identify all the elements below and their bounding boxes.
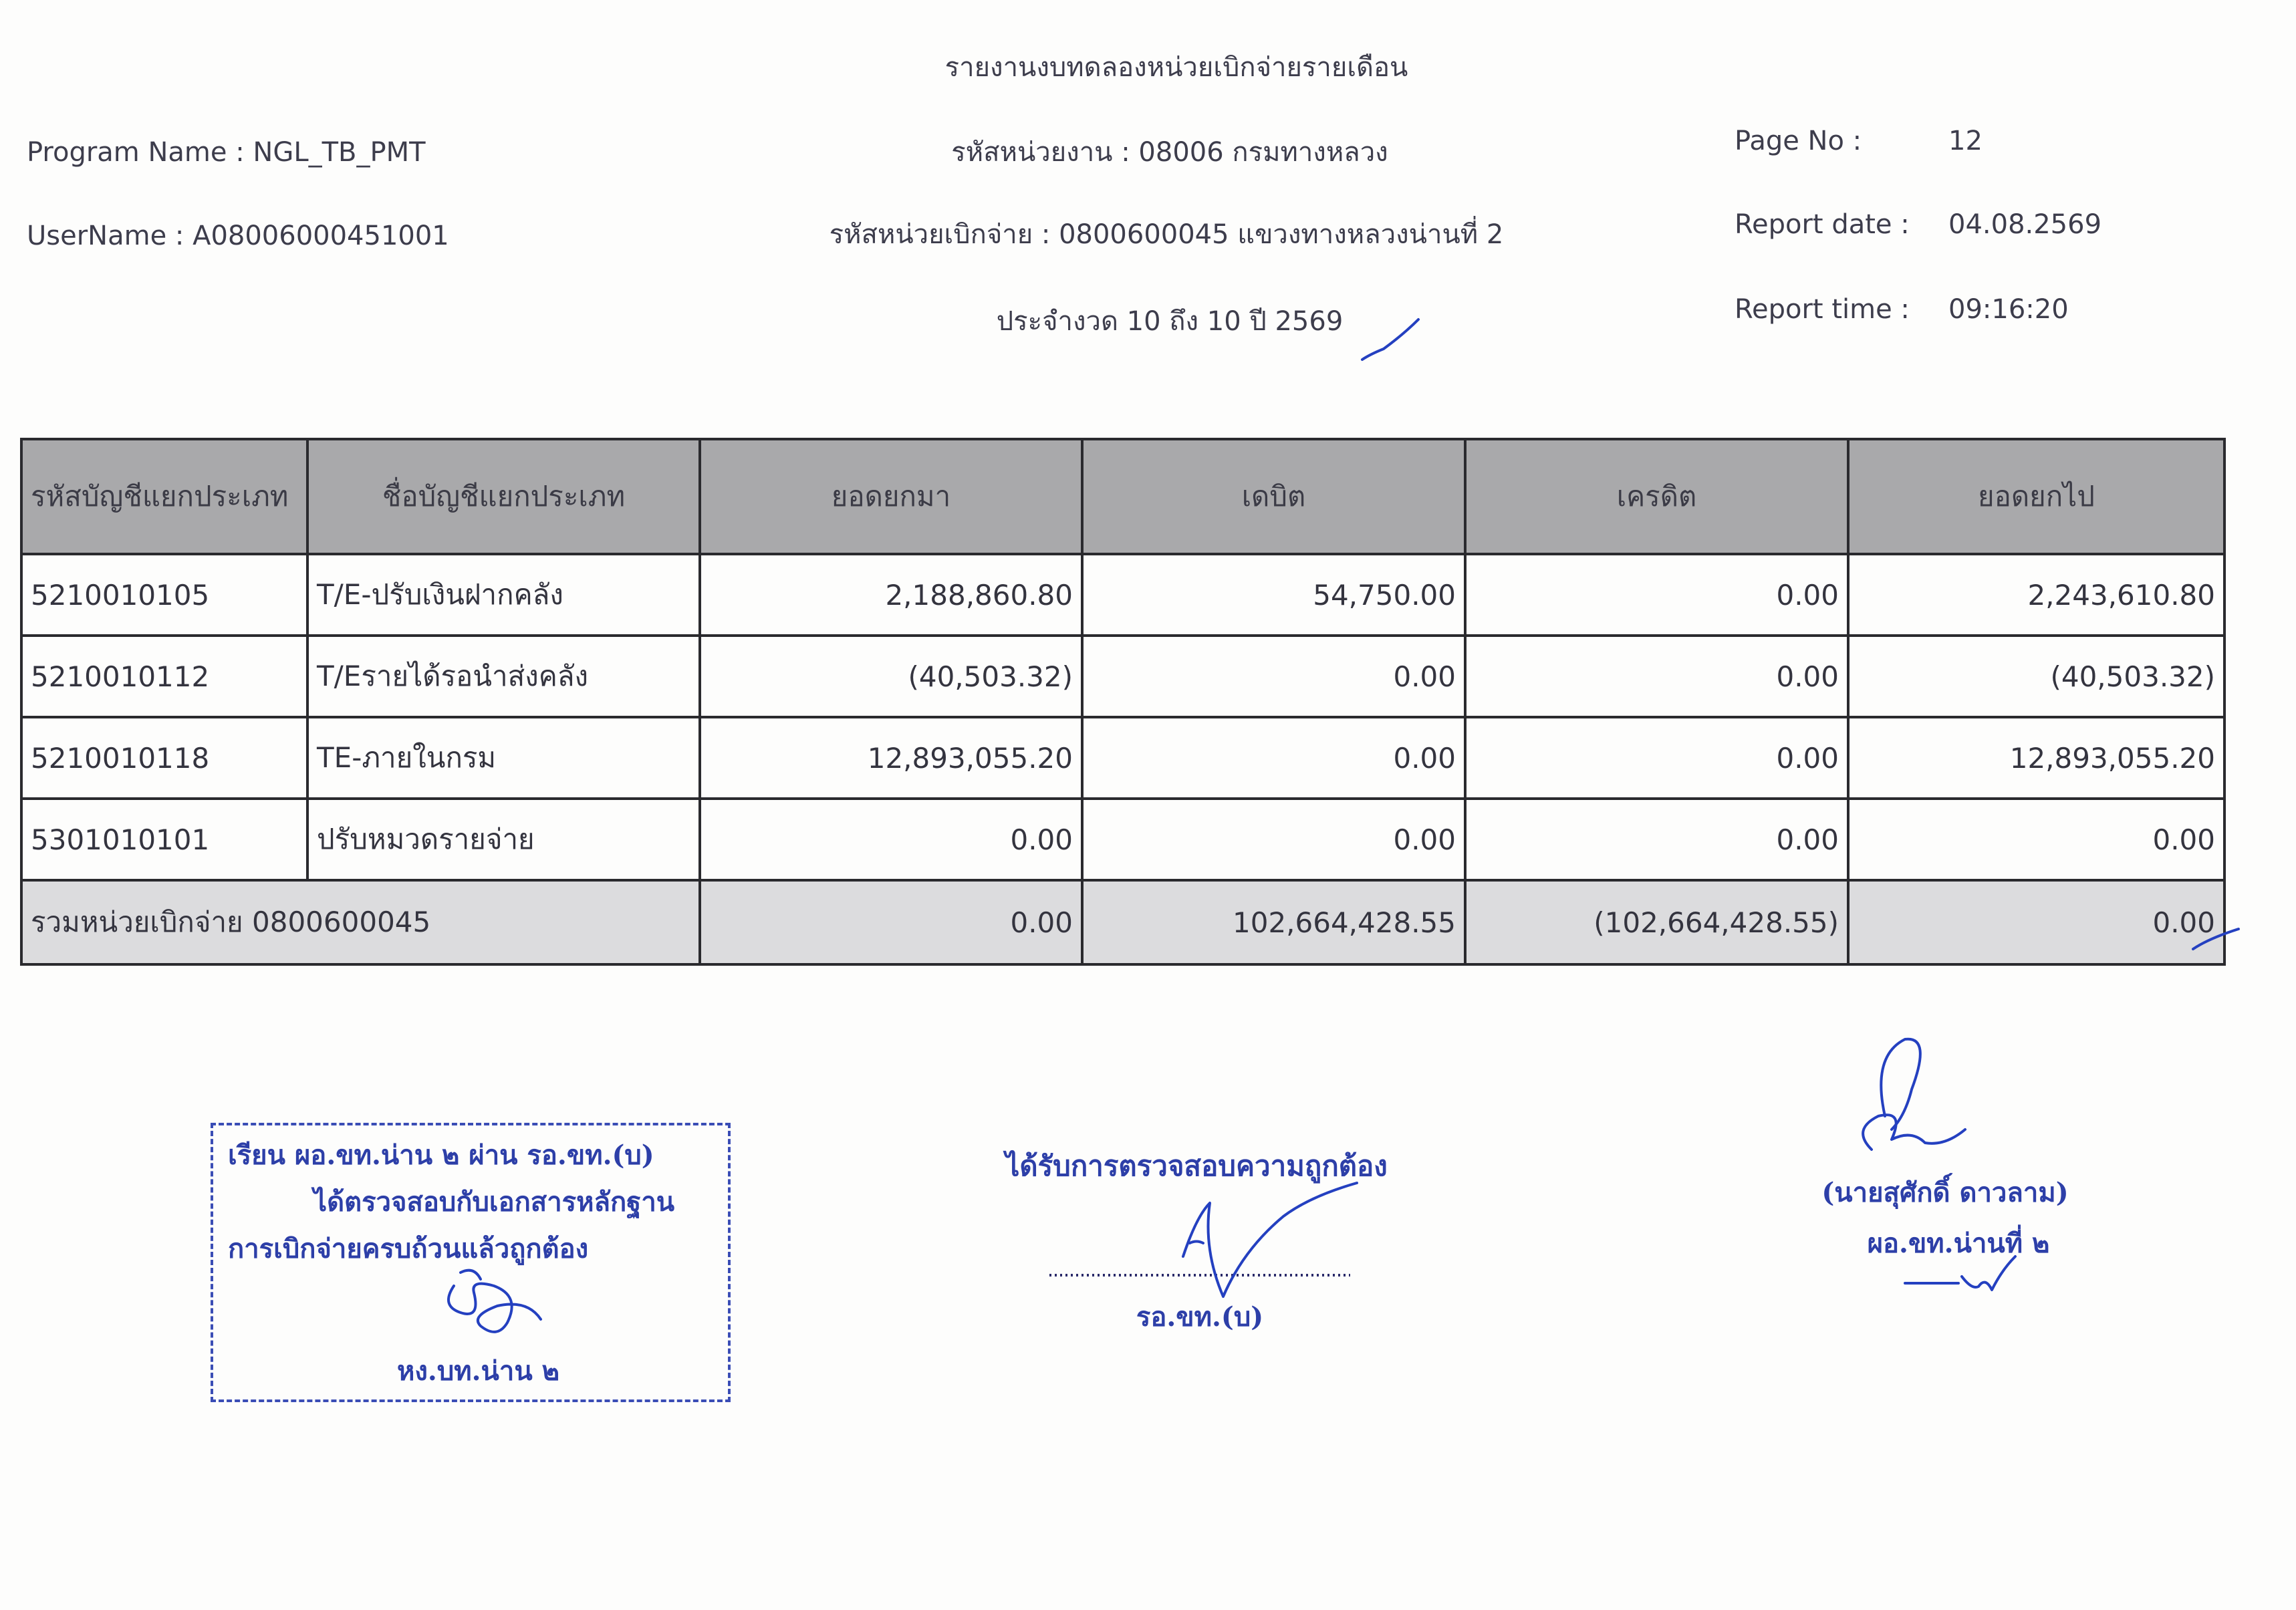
report-date-value: 04.08.2569 [1948, 209, 2102, 240]
credit-cell: 0.00 [1465, 717, 1848, 799]
page-no-label: Page No : [1735, 126, 1862, 156]
closing-balance-cell: 12,893,055.20 [1848, 717, 2224, 799]
column-header-credit: เครดิต [1465, 439, 1848, 554]
total-credit-cell: (102,664,428.55) [1465, 880, 1848, 964]
debit-cell: 54,750.00 [1082, 554, 1465, 636]
verification-signature [1043, 1176, 1364, 1310]
closing-balance-cell: 2,243,610.80 [1848, 554, 2224, 636]
report-time-label: Report time : [1735, 294, 1910, 325]
verification-position: รอ.ขท.(บ) [1136, 1301, 1264, 1333]
stamp-line-1: เรียน ผอ.ขท.น่าน ๒ ผ่าน รอ.ขท.(บ) [228, 1139, 654, 1171]
pen-tick-mark [1357, 314, 1424, 368]
credit-cell: 0.00 [1465, 554, 1848, 636]
trial-balance-table [20, 438, 2226, 966]
column-header-debit: เดบิต [1082, 439, 1465, 554]
total-label-cell: รวมหน่วยเบิกจ่าย 0800600045 [21, 880, 700, 964]
account-name-cell: TE-ภายในกรม [307, 717, 700, 799]
report-title: รายงานงบทดลองหน่วยเบิกจ่ายรายเดือน [944, 52, 1408, 83]
credit-cell: 0.00 [1465, 636, 1848, 717]
total-row [21, 880, 2224, 964]
director-signature [1831, 1029, 1979, 1163]
table-row [21, 636, 2224, 717]
debit-cell: 0.00 [1082, 636, 1465, 717]
closing-balance-cell: 0.00 [1848, 799, 2224, 880]
report-time-value: 09:16:20 [1948, 294, 2069, 325]
table-row [21, 799, 2224, 880]
debit-cell: 0.00 [1082, 799, 1465, 880]
column-header-opening-balance: ยอดยกมา [700, 439, 1082, 554]
stamp-signature [434, 1259, 554, 1346]
opening-balance-cell: 0.00 [700, 799, 1082, 880]
account-name-cell: T/Eรายได้รอนำส่งคลัง [307, 636, 700, 717]
total-opening-balance-cell: 0.00 [700, 880, 1082, 964]
column-header-account-name: ชื่อบัญชีแยกประเภท [307, 439, 700, 554]
account-name-cell: T/E-ปรับเงินฝากคลัง [307, 554, 700, 636]
account-code-cell: 5210010118 [21, 717, 307, 799]
closing-balance-cell: (40,503.32) [1848, 636, 2224, 717]
disbursing-unit-code: รหัสหน่วยเบิกจ่าย : 0800600045 แขวงทางหลวงน่านที่ 2 [829, 219, 1504, 250]
total-closing-balance-cell: 0.00 [1848, 880, 2224, 964]
debit-cell: 0.00 [1082, 717, 1465, 799]
opening-balance-cell: (40,503.32) [700, 636, 1082, 717]
report-date-label: Report date : [1735, 209, 1910, 240]
verification-stamp [211, 1123, 731, 1402]
total-debit-cell: 102,664,428.55 [1082, 880, 1465, 964]
account-code-cell: 5210010112 [21, 636, 307, 717]
opening-balance-cell: 12,893,055.20 [700, 717, 1082, 799]
account-code-cell: 5301010101 [21, 799, 307, 880]
account-name-cell: ปรับหมวดรายจ่าย [307, 799, 700, 880]
pen-initial-mark [1898, 1250, 2019, 1297]
column-header-closing-balance: ยอดยกไป [1848, 439, 2224, 554]
program-name: Program Name : NGL_TB_PMT [27, 137, 426, 168]
pen-tick-mark [2189, 909, 2243, 956]
agency-code: รหัสหน่วยงาน : 08006 กรมทางหลวง [951, 137, 1388, 168]
table-header-row [21, 439, 2224, 554]
table-row [21, 554, 2224, 636]
table-row [21, 717, 2224, 799]
opening-balance-cell: 2,188,860.80 [700, 554, 1082, 636]
verification-title: ได้รับการตรวจสอบความถูกต้อง [1005, 1150, 1388, 1182]
signatory-position: ผอ.ขท.น่านที่ ๒ [1867, 1228, 2050, 1259]
user-name: UserName : A08006000451001 [27, 221, 449, 251]
stamp-line-3: การเบิกจ่ายครบถ้วนแล้วถูกต้อง [228, 1233, 589, 1264]
credit-cell: 0.00 [1465, 799, 1848, 880]
page-no-value: 12 [1948, 126, 1983, 156]
report-period: ประจำงวด 10 ถึง 10 ปี 2569 [996, 306, 1344, 337]
account-code-cell: 5210010105 [21, 554, 307, 636]
column-header-account-code: รหัสบัญชีแยกประเภท [21, 439, 307, 554]
stamp-line-2: ได้ตรวจสอบกับเอกสารหลักฐาน [313, 1186, 675, 1218]
signatory-name: (นายสุศักดิ์ ดาวลาม) [1821, 1177, 2069, 1208]
stamp-footer: หง.บท.น่าน ๒ [397, 1355, 559, 1387]
